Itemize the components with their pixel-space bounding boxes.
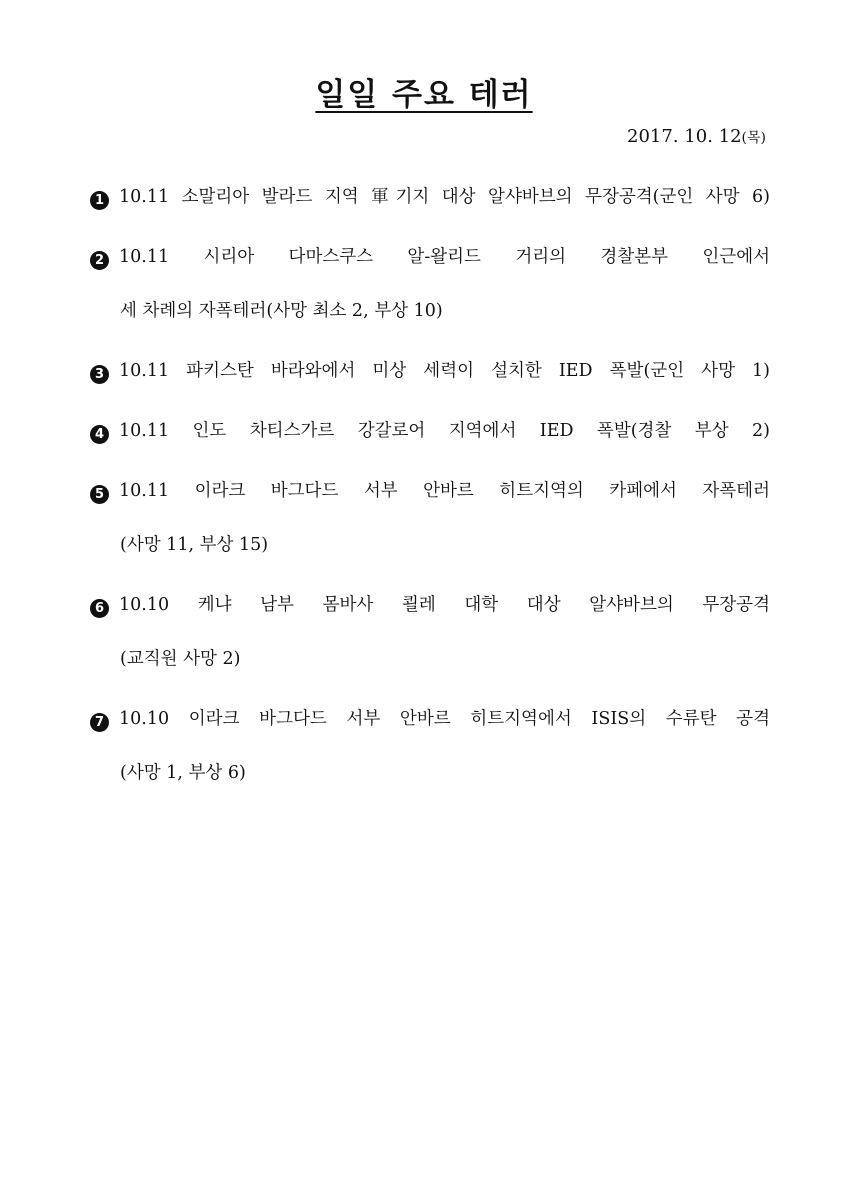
list-item xyxy=(90,464,770,572)
item-line xyxy=(90,692,770,746)
number-bullet: 3 xyxy=(90,365,109,384)
item-line xyxy=(90,344,770,398)
item-line xyxy=(90,464,770,518)
item-line-continued: (교직원 사망 2) xyxy=(120,649,241,669)
item-line xyxy=(90,404,770,458)
list-item xyxy=(90,578,770,686)
item-text: 10.11 파키스탄 바라와에서 미상 세력이 설치한 IED 폭발(군인 사망 1) xyxy=(119,361,770,381)
item-line xyxy=(90,170,770,224)
item-line xyxy=(90,578,770,632)
item-text: 10.10 이라크 바그다드 서부 안바르 히트지역에서 ISIS의 수류탄 공격 xyxy=(119,709,770,729)
document-date xyxy=(627,124,766,151)
incident-list xyxy=(90,170,770,800)
item-line-continued: (사망 11, 부상 15) xyxy=(120,535,269,555)
list-item xyxy=(90,344,770,398)
number-bullet: 5 xyxy=(90,485,109,504)
list-item xyxy=(90,404,770,458)
number-bullet: 2 xyxy=(90,251,109,270)
item-line-continued: (사망 1, 부상 6) xyxy=(120,763,246,783)
number-bullet: 6 xyxy=(90,599,109,618)
list-item xyxy=(90,692,770,800)
number-bullet: 1 xyxy=(90,191,109,210)
list-item xyxy=(90,170,770,224)
item-text: 10.11 인도 차티스가르 강갈로어 지역에서 IED 폭발(경찰 부상 2) xyxy=(119,421,770,441)
item-text: 10.11 시리아 다마스쿠스 알-왈리드 거리의 경찰본부 인근에서 xyxy=(119,247,770,267)
document-title: 일일 주요 테러 xyxy=(315,77,533,113)
number-bullet: 4 xyxy=(90,425,109,444)
item-text: 10.10 케냐 남부 몸바사 쾰레 대학 대상 알샤바브의 무장공격 xyxy=(119,595,770,615)
item-text: 10.11 이라크 바그다드 서부 안바르 히트지역의 카페에서 자폭테러 xyxy=(119,481,770,501)
number-bullet: 7 xyxy=(90,713,109,732)
item-text: 10.11 소말리아 발라드 지역 軍기지 대상 알샤바브의 무장공격(군인 사망 6) xyxy=(119,187,770,207)
list-item xyxy=(90,230,770,338)
day-of-week: (목) xyxy=(741,130,766,146)
item-line xyxy=(90,230,770,284)
item-line-continued: 세 차례의 자폭테러(사망 최소 2, 부상 10) xyxy=(120,301,443,321)
date-text: 2017. 10. 12 xyxy=(627,126,742,147)
